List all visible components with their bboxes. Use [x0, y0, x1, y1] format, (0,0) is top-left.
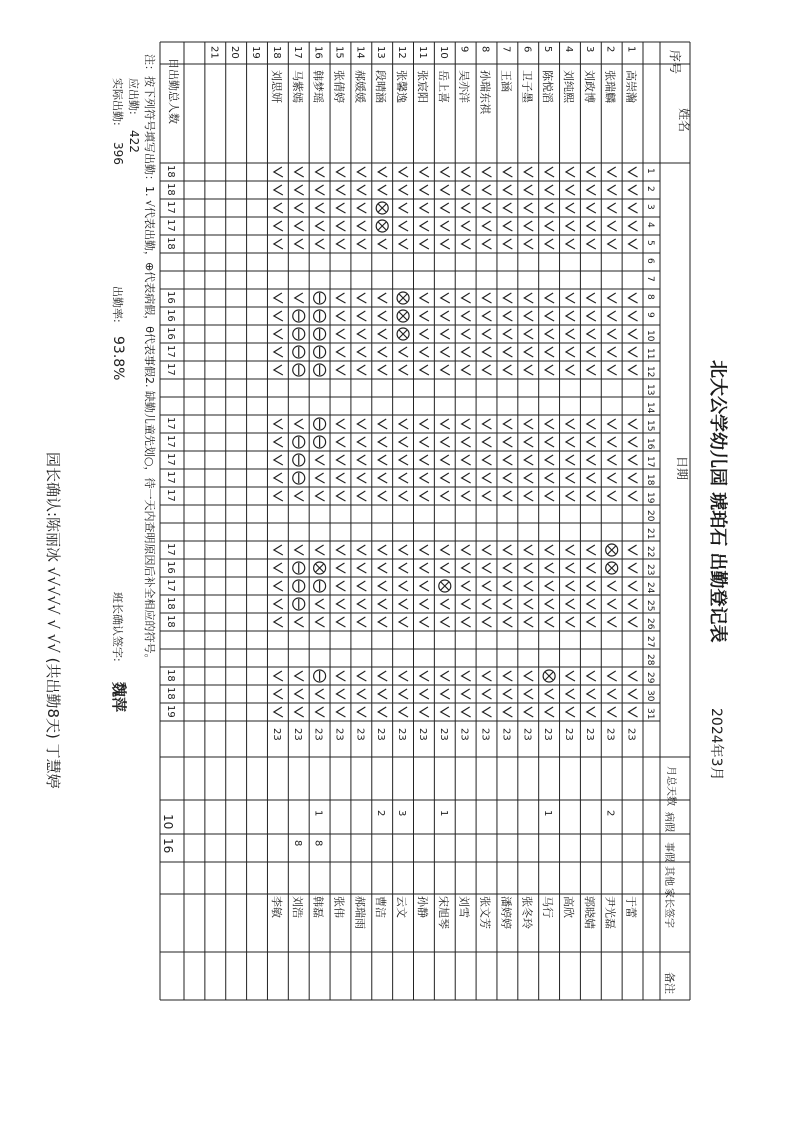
day-number: 16	[645, 438, 655, 450]
row-number: 2	[604, 46, 616, 53]
sheet-title: 北大公学幼儿园 琥珀石 出勤登记表	[707, 360, 728, 643]
daily-total-value: 18	[165, 615, 176, 628]
daily-total-value: 19	[165, 705, 176, 718]
daily-total-value: 17	[165, 219, 176, 232]
row-number: 10	[437, 46, 449, 59]
header-date-group: 日期	[675, 456, 689, 481]
head-sign-value: 魏萍	[110, 682, 128, 713]
month-total: 23	[291, 728, 303, 741]
month-total: 23	[625, 728, 637, 741]
header-name: 姓名	[677, 108, 691, 133]
day-number: 29	[645, 672, 655, 684]
daily-total-value: 17	[165, 201, 176, 214]
month-total: 23	[333, 728, 345, 741]
bottom-handwritten-note: 园长确认:陈丽冰 √√√√√ √ √√ (共出勤8天) 丁慧婷	[44, 452, 62, 789]
sick-days: 2	[604, 810, 616, 817]
month-total: 23	[604, 728, 616, 741]
sick-days: 1	[437, 810, 449, 817]
day-number: 12	[645, 366, 655, 378]
sheet-date: 2024年3月	[708, 708, 724, 781]
row-number: 1	[625, 46, 637, 53]
student-name: 刘纯熙	[561, 70, 575, 103]
day-number: 2	[645, 186, 655, 192]
parent-signature: 于蕾	[624, 896, 638, 918]
day-number: 31	[645, 708, 655, 720]
sick-days: 1	[312, 810, 324, 817]
parent-signature: 郝瑞雨	[353, 896, 367, 929]
student-name: 刘政博	[582, 70, 596, 103]
month-total: 23	[542, 728, 554, 741]
parent-signature: 尹光磊	[603, 896, 617, 929]
row-number: 14	[354, 46, 366, 59]
day-number: 4	[645, 222, 655, 228]
day-number: 6	[645, 258, 655, 264]
student-name: 段晴涵	[374, 70, 388, 103]
day-number: 14	[645, 402, 655, 414]
expected-value: 422	[127, 130, 141, 153]
daily-total-value: 17	[165, 543, 176, 556]
header-seq: 序号	[668, 50, 682, 75]
daily-total-value: 18	[165, 687, 176, 700]
day-number: 21	[645, 528, 655, 540]
daily-total-value: 17	[165, 417, 176, 430]
row-number: 19	[250, 46, 262, 59]
daily-total-value: 17	[165, 471, 176, 484]
parent-signature: 李敏	[269, 896, 283, 918]
day-number: 26	[645, 618, 655, 630]
row-number: 20	[229, 46, 241, 59]
daily-total-value: 18	[165, 165, 176, 178]
parent-signature: 刘浩	[290, 896, 304, 918]
parent-signature: 潘婷婷	[499, 896, 513, 929]
day-number: 20	[645, 510, 655, 522]
daily-total-value: 17	[165, 579, 176, 592]
month-total: 23	[500, 728, 512, 741]
daily-total-label: 日出勤总人数	[167, 58, 180, 124]
day-number: 30	[645, 690, 655, 702]
table-row	[208, 46, 219, 59]
parent-signature: 韩磊	[311, 896, 325, 918]
daily-total-value: 18	[165, 237, 176, 250]
daily-total-value: 17	[165, 363, 176, 376]
header-parent-sign: 家长签字	[663, 888, 674, 928]
daily-total-value: 18	[165, 183, 176, 196]
rate-value: 93.8%	[110, 336, 126, 381]
day-number: 25	[645, 600, 655, 612]
student-name: 张瑞麟	[603, 70, 617, 103]
rate-label: 出勤率:	[111, 286, 124, 323]
day-number: 17	[645, 456, 655, 468]
row-number: 17	[291, 46, 303, 59]
day-number: 1	[645, 168, 655, 174]
student-name: 吴亦洋	[457, 70, 471, 103]
row-number: 21	[208, 46, 220, 59]
day-number: 24	[645, 582, 655, 594]
month-total: 23	[375, 728, 387, 741]
day-number: 23	[645, 564, 655, 576]
row-number: 16	[312, 46, 324, 59]
parent-signature: 宋旭琴	[436, 896, 450, 929]
daily-total-value: 16	[165, 309, 176, 322]
parent-signature: 张文芳	[478, 896, 492, 929]
student-name: 张宸阳	[415, 70, 429, 103]
day-number: 13	[645, 384, 655, 396]
table-row	[229, 46, 240, 59]
day-number: 15	[645, 420, 655, 432]
student-name: 韩梦瑶	[311, 70, 325, 103]
row-number: 13	[375, 46, 387, 59]
student-name: 高崇瀚	[624, 70, 638, 103]
row-number: 6	[521, 46, 533, 53]
actual-value: 396	[111, 142, 125, 165]
daily-total-value: 16	[165, 327, 176, 340]
parent-signature: 云文	[395, 896, 409, 918]
month-total: 23	[396, 728, 408, 741]
student-name: 王涵	[499, 70, 513, 92]
row-number: 3	[583, 46, 595, 53]
daily-total-value: 18	[165, 597, 176, 610]
header-month-total: 月总天数	[665, 766, 676, 806]
month-total: 23	[583, 728, 595, 741]
month-total: 23	[479, 728, 491, 741]
row-number: 15	[333, 46, 345, 59]
month-total: 23	[312, 728, 324, 741]
sum-personal: 16	[161, 838, 175, 854]
daily-total-value: 17	[165, 489, 176, 502]
day-number: 19	[645, 492, 655, 504]
daily-total-value: 17	[165, 345, 176, 358]
header-remark: 备注	[663, 972, 676, 994]
row-number: 18	[270, 46, 282, 59]
day-number: 8	[645, 294, 655, 300]
parent-signature: 郭晓婧	[582, 896, 596, 929]
month-total: 23	[437, 728, 449, 741]
month-total: 23	[562, 728, 574, 741]
row-number: 7	[500, 46, 512, 53]
daily-total-value: 16	[165, 291, 176, 304]
expected-label: 应出勤:	[127, 78, 140, 115]
row-number: 5	[542, 46, 554, 53]
daily-total-value: 16	[165, 561, 176, 574]
student-name: 陈悦滔	[541, 70, 555, 103]
student-name: 张倩婷	[332, 70, 346, 103]
day-number: 7	[645, 276, 655, 282]
day-number: 3	[645, 204, 655, 210]
month-total: 23	[416, 728, 428, 741]
month-total: 23	[270, 728, 282, 741]
day-number: 27	[645, 636, 655, 648]
parent-signature: 高欣	[561, 896, 575, 918]
row-number: 12	[396, 46, 408, 59]
student-name: 刘思妍	[269, 70, 283, 103]
student-name: 郝媛媛	[353, 70, 367, 103]
daily-total-value: 17	[165, 435, 176, 448]
parent-signature: 马行	[541, 896, 555, 918]
actual-label: 实际出勤:	[111, 78, 124, 126]
day-number: 18	[645, 474, 655, 486]
day-number: 10	[645, 330, 655, 342]
day-number: 28	[645, 654, 655, 666]
day-number: 9	[645, 312, 655, 318]
student-name: 张馨逸	[395, 70, 409, 103]
student-name: 卫子墨	[520, 70, 534, 103]
header-other: 其他	[663, 866, 674, 886]
month-total: 23	[521, 728, 533, 741]
month-total: 23	[354, 728, 366, 741]
student-name: 马紫嫣	[290, 70, 304, 103]
row-number: 4	[562, 46, 574, 53]
sick-days: 3	[396, 810, 408, 817]
table-row	[250, 46, 261, 59]
personal-days: 8	[312, 840, 324, 847]
parent-signature: 曹洁	[374, 896, 388, 918]
daily-total-value: 18	[165, 669, 176, 682]
daily-total-value: 17	[165, 453, 176, 466]
personal-days: 8	[291, 840, 303, 847]
day-number: 22	[645, 546, 655, 558]
parent-signature: 刘雪	[457, 896, 471, 918]
parent-signature: 张伟	[332, 896, 346, 918]
student-name: 岳上喜	[436, 70, 450, 103]
day-number: 11	[645, 348, 655, 360]
day-number: 5	[645, 240, 655, 246]
sick-days: 2	[375, 810, 387, 817]
parent-signature: 孙静	[415, 896, 429, 918]
head-sign-label: 班长确认签字:	[111, 592, 124, 662]
month-total: 23	[458, 728, 470, 741]
header-sick: 病假	[663, 812, 674, 832]
parent-signature: 张冬玲	[520, 896, 534, 929]
row-number: 9	[458, 46, 470, 53]
header-personal: 事假	[663, 842, 674, 862]
sick-days: 1	[542, 810, 554, 817]
row-number: 11	[416, 46, 428, 59]
student-name: 孙瑞东祺	[478, 70, 492, 114]
note-line: 注：按下列符号填写出勤：1. √代表出勤，⊕代表病假，θ代表事假2. 缺勤儿童先划○，待一天内查明原因后补全相应的符号。	[143, 54, 156, 665]
sum-sick: 10	[161, 814, 175, 830]
row-number: 8	[479, 46, 491, 53]
